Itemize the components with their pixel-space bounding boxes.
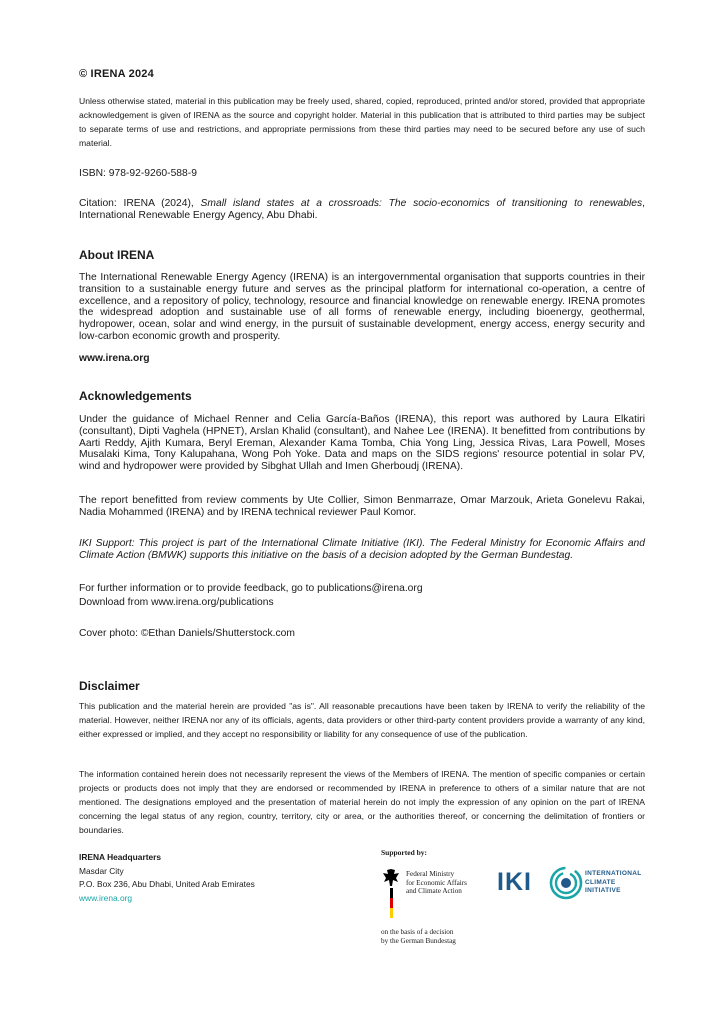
download-line[interactable]: Download from www.irena.org/publications bbox=[79, 597, 274, 608]
acknowledgements-heading: Acknowledgements bbox=[79, 389, 192, 403]
ministry-line-3: and Climate Action bbox=[406, 887, 462, 896]
decision-line-1: on the basis of a decision bbox=[381, 928, 454, 936]
german-eagle-flag-icon bbox=[381, 868, 403, 918]
decision-line-2: by the German Bundestag bbox=[381, 937, 456, 945]
bmwk-logo bbox=[381, 868, 403, 923]
headquarters-url-link[interactable]: www.irena.org bbox=[79, 892, 133, 903]
headquarters-title: IRENA Headquarters bbox=[79, 852, 162, 862]
copyright-line: © IRENA 2024 bbox=[79, 68, 154, 80]
iki-line-2: CLIMATE bbox=[585, 878, 616, 886]
acknowledgements-para-2: The report benefitted from review comments by Ute Collier, Simon Benmarraze, Omar Marzouk, Arieta Gonelevu Rakai, Nadia Mohammed (IRENA) and by IRENA technical reviewer Paul Komor. bbox=[79, 495, 645, 518]
disclaimer-heading: Disclaimer bbox=[79, 679, 140, 693]
iki-letters: IKI bbox=[497, 868, 532, 896]
citation-suffix: , International Renewable Energy Agency, Abu Dhabi. bbox=[79, 198, 645, 221]
bundestag-decision-note bbox=[381, 928, 456, 946]
headquarters-line-2: P.O. Box 236, Abu Dhabi, United Arab Emirates bbox=[79, 879, 255, 890]
ministry-line-2: for Economic Affairs bbox=[406, 878, 467, 887]
iki-line-1: INTERNATIONAL bbox=[585, 870, 642, 877]
about-text: The International Renewable Energy Agency (IRENA) is an intergovernmental organisation that supports countries in their transition to a sustainable energy future and serves as the principal platform for international co-operation, a centre of excellence, and a repository of policy, technology, resource and financial knowledge on renewable energy. IRENA promotes the widespread adoption and sustainable use of all forms of renewable energy, including bioenergy, geothermal, hydropower, ocean, solar and wind energy, in the pursuit of sustainable development, energy access, energy security and low-carbon economic growth and prosperity. bbox=[79, 272, 645, 342]
supported-by-label: Supported by: bbox=[381, 848, 428, 857]
usage-notice: Unless otherwise stated, material in this publication may be freely used, shared, copied, reproduced, printed and/or stored, provided that appropriate acknowledgement is given of IRENA as the source and copyright holder. Material in this publication that is attributed to third parties may be subject to separate terms of use and restrictions, and appropriate permissions from these third parties may need to be secured before any use of such material. bbox=[79, 96, 645, 148]
citation-title: Small island states at a crossroads: The socio-economics of transitioning to renewables bbox=[200, 198, 643, 209]
feedback-line[interactable]: For further information or to provide feedback, go to publications@irena.org bbox=[79, 583, 423, 594]
iki-support-note: IKI Support: This project is part of the International Climate Initiative (IKI). The Federal Ministry for Economic Affairs and Climate Action (BMWK) supports this initiative on the basis of a decision adopted by the German Bundestag. bbox=[79, 538, 645, 561]
about-url-link[interactable]: www.irena.org bbox=[79, 353, 150, 364]
cover-photo-credit: Cover photo: ©Ethan Daniels/Shutterstock.com bbox=[79, 628, 295, 639]
ministry-name bbox=[406, 870, 467, 896]
iki-text bbox=[585, 870, 642, 896]
disclaimer-para-1: This publication and the material herein are provided "as is". All reasonable precautions have been taken by IRENA to verify the reliability of the material. However, neither IRENA nor any of its officials, agents, data providers or other third-party content providers provide a warranty of any kind, either expressed or implied, and they accept no responsibility or liability for any consequence of use of the publication. bbox=[79, 701, 645, 739]
ministry-line-1: Federal Ministry bbox=[406, 870, 455, 878]
disclaimer-para-2: The information contained herein does not necessarily represent the views of the Members of IRENA. The mention of specific companies or certain projects or products does not imply that they are endorsed or recommended by IRENA in preference to others of a similar nature that are not mentioned. The designations employed and the presentation of material herein do not imply the expression of any opinion on the part of IRENA concerning the legal status of any region, country, territory, city or area, or the authorities thereof, or concerning the delimitation of frontiers or boundaries. bbox=[79, 769, 645, 835]
isbn: ISBN: 978-92-9260-588-9 bbox=[79, 168, 197, 179]
headquarters-line-1: Masdar City bbox=[79, 865, 124, 876]
citation bbox=[79, 198, 645, 222]
iki-line-3: INITIATIVE bbox=[585, 887, 621, 894]
acknowledgements-para-1: Under the guidance of Michael Renner and Celia García-Baños (IRENA), this report was authored by Laura Elkatiri (consultant), Dipti Vaghela (HPNET), Arslan Khalid (consultant), and Nahee Lee (IRENA). It benefitted from contributions by Aarti Reddy, Ajith Kumara, Beryl Ereman, Alexander Kama Tomba, Chia Yong Ling, Jessica Rivas, Lara Powell, Moses Musalaki Kima, Tony Kalupahana, Wong Poh Yoke. Data and maps on the SIDS regions' resource potential in solar PV, wind and hydropower were provided by Sibghat Ullah and Imen Gherboudj (IRENA). bbox=[79, 414, 645, 473]
iki-circle-icon bbox=[549, 866, 583, 900]
about-heading: About IRENA bbox=[79, 248, 155, 262]
citation-prefix: Citation: IRENA (2024), bbox=[79, 198, 201, 209]
headquarters-block bbox=[79, 851, 255, 905]
